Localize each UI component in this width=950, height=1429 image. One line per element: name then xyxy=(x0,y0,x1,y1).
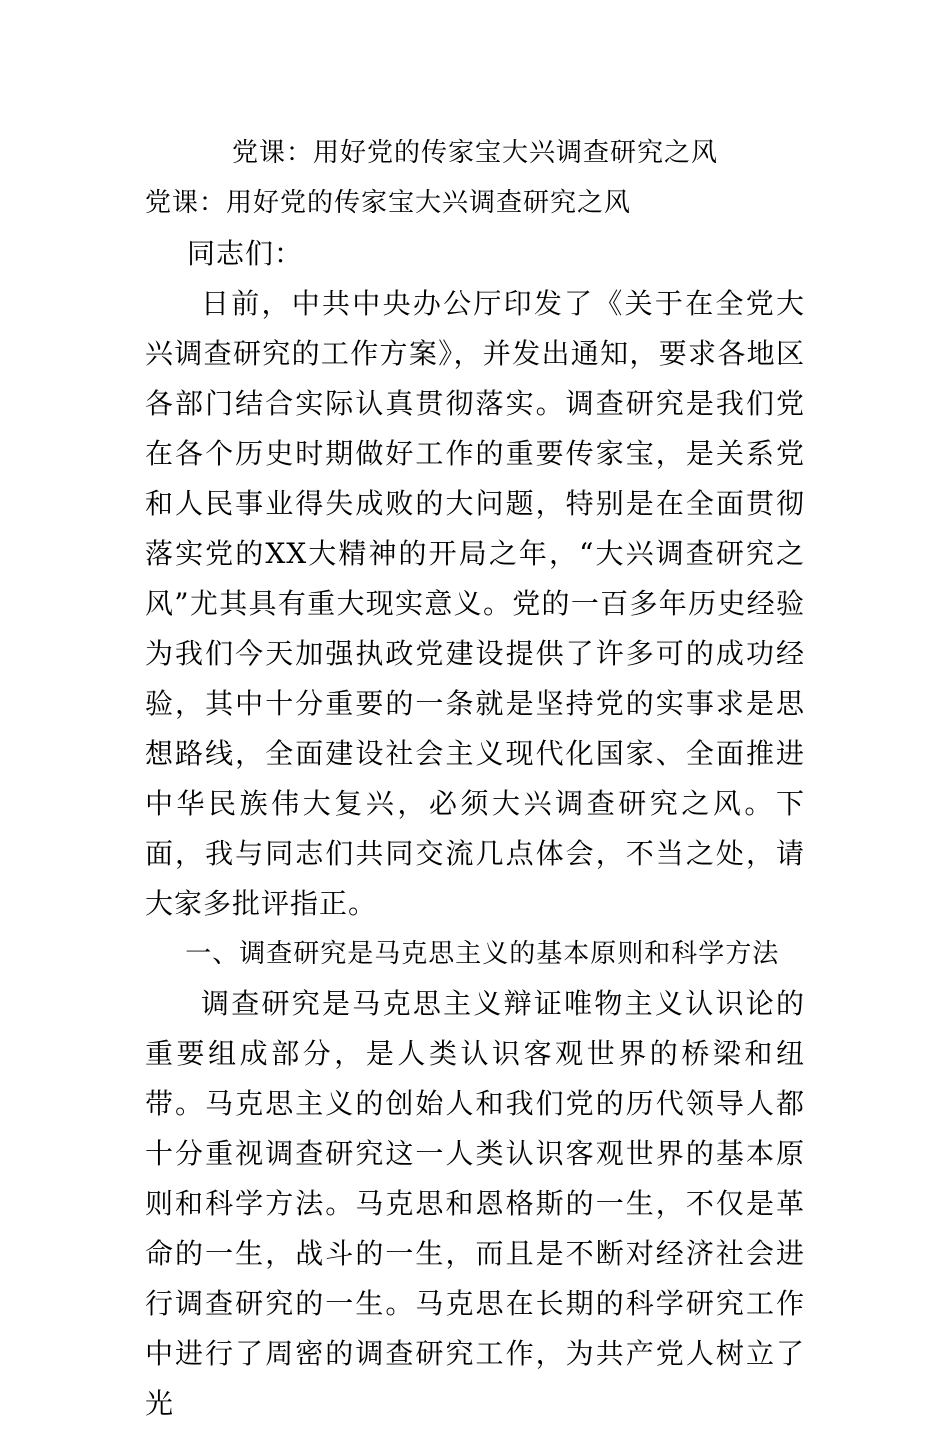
document-subtitle: 党课：用好党的传家宝大兴调查研究之风 xyxy=(145,188,632,218)
document-body xyxy=(145,229,805,1429)
salutation: 同志们： xyxy=(187,237,304,270)
paragraph-intro: 日前，中共中央办公厅印发了《关于在全党大兴调查研究的工作方案》，并发出通知，要求各地区各部门结合实际认真贯彻落实。调查研究是我们党在各个历史时期做好工作的重要传家宝，是关系党和人民事业得失成败的大问题，特别是在全面贯彻落实党的XX大精神的开局之年，“大兴调查研究之风”尤其具有重大现实意义。党的一百多年历史经验为我们今天加强执政党建设提供了许多可的成功经验，其中十分重要的一条就是坚持党的实事求是思想路线，全面建设社会主义现代化国家、全面推进中华民族伟大复兴，必须大兴调查研究之风。下面，我与同志们共同交流几点体会，不当之处，请大家多批评指正。 xyxy=(145,287,805,920)
section-heading-1: 一、调查研究是马克思主义的基本原则和科学方法 xyxy=(185,939,780,969)
document-title: 党课：用好党的传家宝大兴调查研究之风 xyxy=(231,138,718,168)
paragraph-section-1: 调查研究是马克思主义辩证唯物主义认识论的重要组成部分，是人类认识客观世界的桥梁和纽带。马克思主义的创始人和我们党的历代领导人都十分重视调查研究这一人类认识客观世界的基本原则和科学方法。马克思和恩格斯的一生，不仅是革命的一生，战斗的一生，而且是不断对经济社会进行调查研究的一生。马克思在长期的科学研究工作中进行了周密的调查研究工作，为共产党人树立了光 xyxy=(145,987,805,1420)
